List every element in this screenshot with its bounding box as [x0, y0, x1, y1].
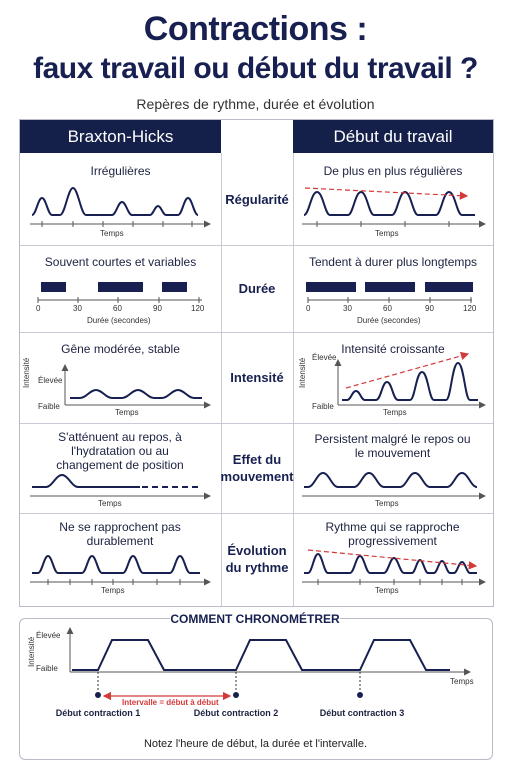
cell-right-evolution: Rythme qui se rapproche progressivement — [325, 520, 460, 548]
start-dot — [357, 692, 363, 698]
tick-label: 90 — [153, 304, 162, 313]
mark-label-3: Début contraction 3 — [319, 708, 405, 718]
mark-label-2: Début contraction 2 — [193, 708, 279, 718]
x-axis-label: Temps — [98, 499, 122, 508]
mark-label-1: Début contraction 1 — [55, 708, 141, 718]
x-axis-label: Temps — [375, 499, 399, 508]
x-axis-label: Temps — [450, 677, 474, 686]
tick-label: 120 — [463, 304, 477, 313]
column-header-debut-travail: Début du travail — [293, 120, 493, 153]
cell-right-intensite: Intensité croissante — [341, 342, 445, 356]
y-axis-label: Intensité — [22, 357, 31, 388]
tick-label: 30 — [343, 304, 352, 313]
y-axis-low-label: Faible — [36, 664, 58, 673]
y-axis-high-label: Élevée — [38, 376, 63, 385]
cell-right-effet: Persistent malgré le repos ou le mouvement — [314, 432, 471, 460]
y-axis-low-label: Faible — [312, 402, 334, 411]
x-axis-label: Durée (secondes) — [357, 316, 421, 325]
y-axis-high-label: Élevée — [312, 353, 337, 362]
criterion-intensite: Intensité — [230, 370, 284, 385]
x-axis-label: Temps — [375, 586, 399, 595]
criterion-evolution-rythme: Évolution du rythme — [225, 543, 289, 575]
column-header-braxton-hicks: Braxton-Hicks — [20, 120, 221, 153]
x-axis-label: Temps — [375, 229, 399, 238]
y-axis-low-label: Faible — [38, 402, 60, 411]
cell-left-duree: Souvent courtes et variables — [44, 255, 197, 269]
start-dot — [95, 692, 101, 698]
criterion-effet-mouvement: Effet du mouvement — [220, 452, 294, 484]
x-axis-label: Temps — [383, 408, 407, 417]
cell-left-regularite: Irrégulières — [90, 164, 151, 178]
interval-label: Intervalle = début à début — [122, 698, 219, 707]
cell-left-evolution: Ne se rapprochent pas durablement — [59, 520, 181, 548]
cell-right-duree: Tendent à durer plus longtemps — [308, 255, 478, 269]
x-axis-label: Durée (secondes) — [87, 316, 151, 325]
tick-label: 120 — [191, 304, 205, 313]
cell-left-intensite: Gêne modérée, stable — [61, 342, 180, 356]
x-axis-label: Temps — [101, 586, 125, 595]
criterion-regularite: Régularité — [225, 191, 289, 207]
main-title-line2: faux travail ou début du travail ? — [33, 52, 478, 85]
x-axis-label: Temps — [115, 408, 139, 417]
tick-label: 90 — [425, 304, 434, 313]
tick-label: 30 — [73, 304, 82, 313]
main-title-line1: Contractions : — [143, 10, 368, 48]
chrono-title: COMMENT CHRONOMÉTRER — [170, 612, 340, 626]
tick-label: 60 — [383, 304, 392, 313]
chrono-note: Notez l'heure de début, la durée et l'intervalle. — [143, 738, 368, 750]
subtitle: Repères de rythme, durée et évolution — [136, 96, 375, 112]
x-axis-label: Temps — [100, 229, 124, 238]
criterion-duree: Durée — [238, 281, 276, 296]
y-axis-high-label: Élevée — [36, 631, 61, 640]
start-dot — [233, 692, 239, 698]
tick-label: 60 — [113, 304, 122, 313]
contraction-curve — [72, 640, 450, 670]
cell-left-effet: S'atténuent au repos, à l'hydratation ou au changement de position — [56, 430, 184, 472]
y-axis-label: Intensité — [298, 357, 307, 388]
cell-right-regularite: De plus en plus régulières — [323, 164, 463, 178]
tick-label: 0 — [36, 304, 41, 313]
y-axis-label: Intensité — [27, 636, 36, 667]
tick-label: 0 — [306, 304, 311, 313]
